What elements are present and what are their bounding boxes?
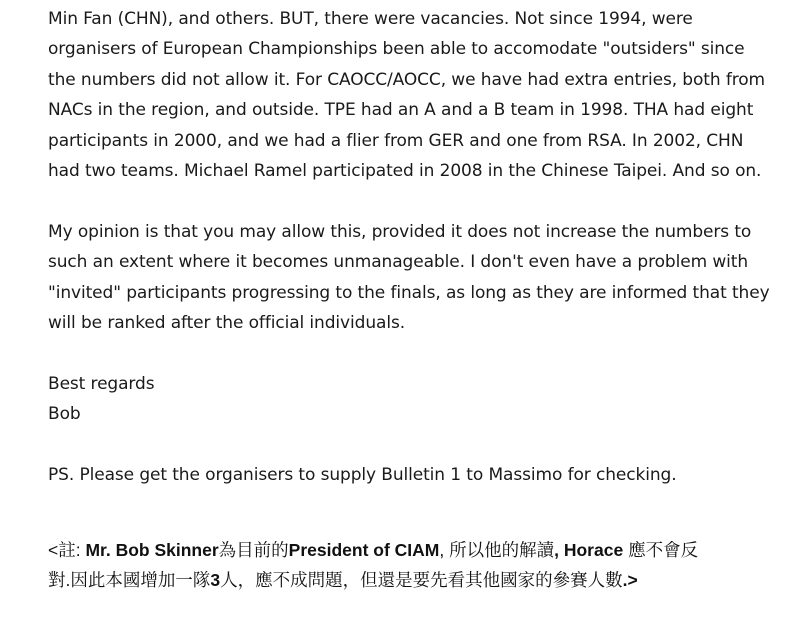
paragraph-opinion xyxy=(48,217,796,339)
note-horace: Horace xyxy=(563,539,624,560)
note-line-2 xyxy=(48,565,796,595)
text-line: organisers of European Championships been able to accomodate "outsiders" since xyxy=(48,39,745,60)
text-line: My opinion is that you may allow this, provided it does not increase the numbers to xyxy=(48,221,752,242)
note-text: 為目前的 xyxy=(218,539,289,560)
text-line: the numbers did not allow it. For CAOCC/AOCC, we have had extra entries, both from xyxy=(48,69,766,90)
note-team-count: 3 xyxy=(210,569,221,590)
note-prefix: <註: xyxy=(48,539,86,560)
note-text: .因此本國增加一隊 xyxy=(65,569,211,590)
text-line: had two teams. Michael Ramel participated in 2008 in the Chinese Taipei. And so on. xyxy=(48,160,762,181)
paragraph-spacer xyxy=(48,429,796,459)
paragraph-vacancies xyxy=(48,4,796,186)
text-line: will be ranked after the official individuals. xyxy=(48,312,405,333)
note-person-title: President of CIAM xyxy=(288,539,440,560)
postscript: PS. Please get the organisers to supply Bulletin 1 to Massimo for checking. xyxy=(48,464,677,485)
translator-note xyxy=(48,535,796,595)
note-person-name: Mr. Bob Skinner xyxy=(85,539,219,560)
text-line: participants in 2000, and we had a flier from GER and one from RSA. In 2002, CHN xyxy=(48,130,744,151)
note-text: 對 xyxy=(48,569,66,590)
signature-name: Bob xyxy=(48,404,81,425)
text-line: Min Fan (CHN), and others. BUT, there were vacancies. Not since 1994, were xyxy=(48,9,693,29)
text-line: "invited" participants progressing to the finals, as long as they are informed that they xyxy=(48,282,770,303)
note-line-1 xyxy=(48,535,796,565)
note-text: , 所以他的解讀 xyxy=(439,539,555,560)
note-spacer xyxy=(48,521,796,535)
note-text: 人，應不成問題，但還是要先看其他國家的參賽人數 xyxy=(220,569,623,590)
text-line: such an extent where it becomes unmanageable. I don't even have a problem with xyxy=(48,252,749,273)
note-text: 應不會反 xyxy=(623,539,699,560)
letter-body xyxy=(48,4,796,595)
note-comma: , xyxy=(554,539,564,560)
closing-block xyxy=(48,369,796,430)
text-line: NACs in the region, and outside. TPE had an A and a B team in 1998. THA had eight xyxy=(48,100,754,121)
closing-regards: Best regards xyxy=(48,373,155,394)
paragraph-spacer xyxy=(48,490,796,520)
note-end: .> xyxy=(622,569,638,590)
paragraph-spacer xyxy=(48,338,796,368)
paragraph-spacer xyxy=(48,186,796,216)
